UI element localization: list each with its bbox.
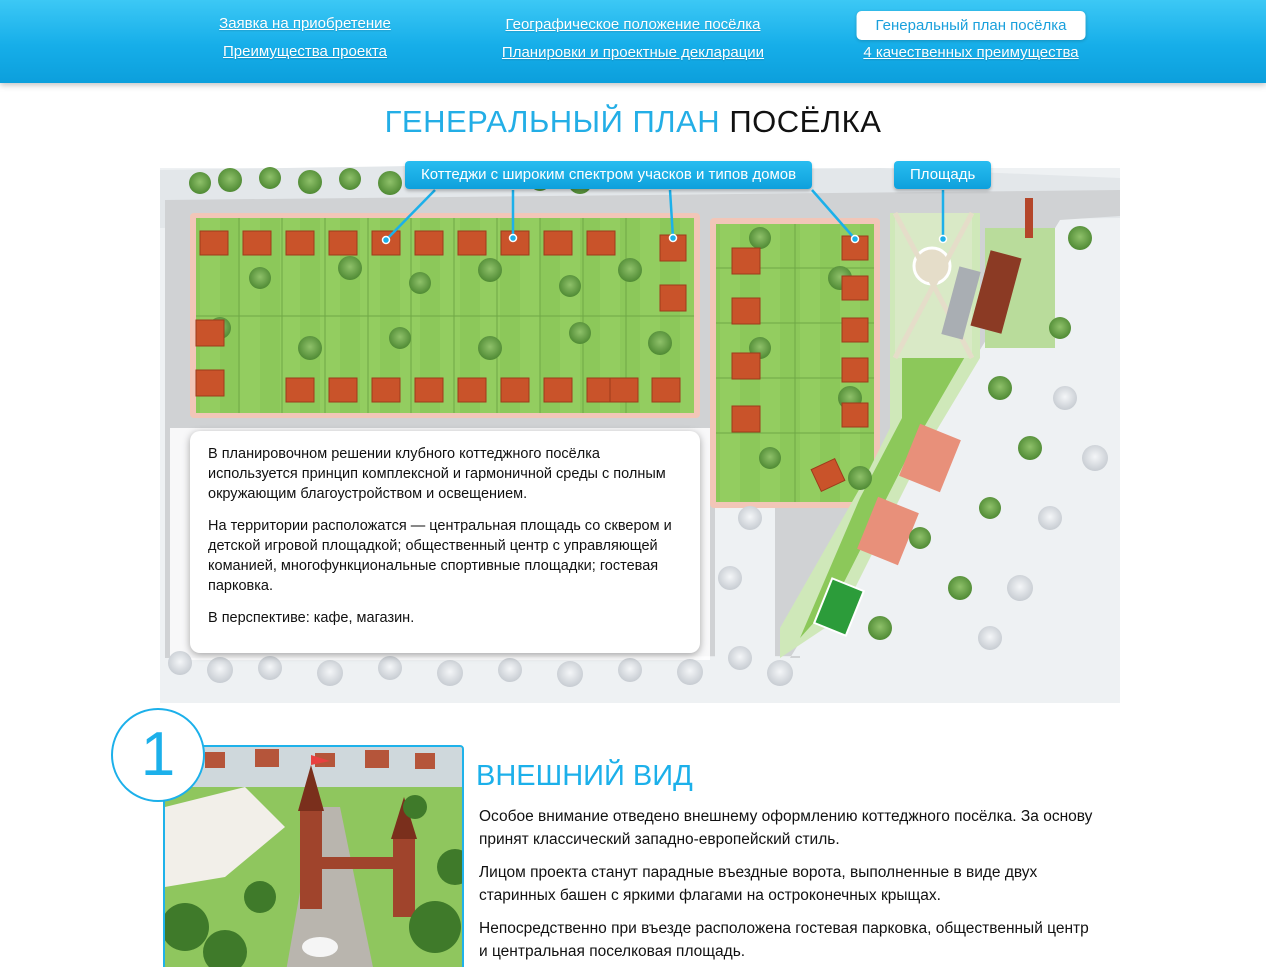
nav-link-advantages[interactable]: Преимущества проекта <box>223 43 387 60</box>
nav-link-layouts[interactable]: Планировки и проектные декларации <box>501 44 765 61</box>
callout-cottages[interactable]: Коттеджи с широким спектром учасков и типов домов <box>405 161 812 189</box>
entrance-gate-illustration <box>165 747 464 967</box>
section-number-badge: 1 <box>111 708 205 802</box>
master-plan-description <box>190 431 700 653</box>
section-paragraph: Непосредственно при въезде расположена гостевая парковка, общественный центр и центральная поселковая площадь. <box>479 920 1089 960</box>
section-text <box>479 806 1099 967</box>
description-paragraph: На территории расположатся — центральная площадь со сквером и детской игровой площадкой; общественный центр с управляющей команией, многофункциональные спортивные площадки; гостевая парковка. <box>208 518 672 594</box>
callout-square[interactable]: Площадь <box>894 161 991 189</box>
top-navigation <box>0 0 1266 83</box>
section-title: ВНЕШНИЙ ВИД <box>476 760 693 792</box>
description-paragraph: В планировочном решении клубного коттеджного посёлка используется принцип комплексной и гармоничной среды с полным окружающим благоустройством и освещением. <box>208 446 666 502</box>
page-title-dark: ПОСЁЛКА <box>729 104 882 139</box>
description-paragraph: В перспективе: кафе, магазин. <box>208 610 415 626</box>
section-paragraph: Лицом проекта станут парадные въездные ворота, выполненные в виде двух старинных башен с яркими флагами на остроконечных крыщах. <box>479 864 1038 904</box>
entrance-gate-image <box>163 745 464 967</box>
nav-link-master-plan[interactable]: Генеральный план посёлка <box>857 11 1086 40</box>
page-title <box>0 104 1266 140</box>
page-title-accent: ГЕНЕРАЛЬНЫЙ ПЛАН <box>384 104 721 139</box>
section-paragraph: Особое внимание отведено внешнему оформлению коттеджного посёлка. За основу принят классический западно-европейский стиль. <box>479 808 1093 848</box>
nav-link-location[interactable]: Географическое положение посёлка <box>505 16 761 33</box>
nav-link-application[interactable]: Заявка на приобретение <box>219 15 391 32</box>
nav-link-quality-advantages[interactable]: 4 качественных преимущества <box>863 44 1079 61</box>
